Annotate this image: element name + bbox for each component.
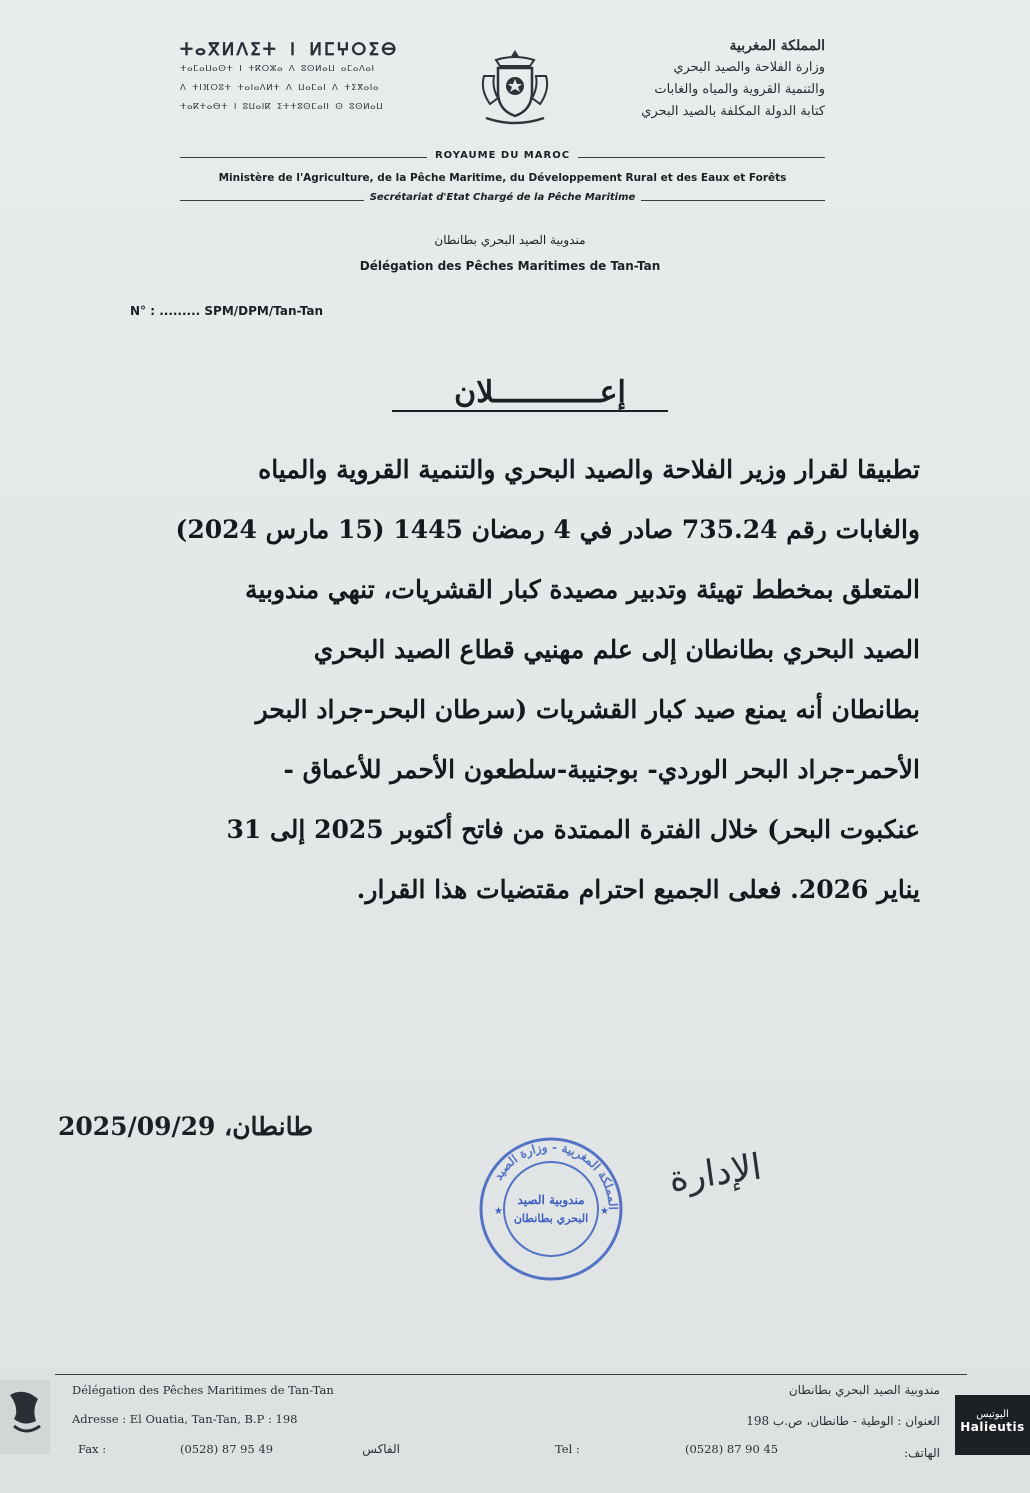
title-underline [392,410,668,412]
official-stamp [478,1134,624,1284]
halieutis-logo-text: Halieutis [960,1420,1025,1434]
body-line: عنكبوت البحر) خلال الفترة الممتدة من فاتح أكتوبر 2025 إلى 31 [226,815,920,844]
footer-delegation-ar: مندوبية الصيد البحري بطانطان [788,1383,940,1397]
svg-text:المملكة المغربية - وزارة الصيد: المملكة المغربية - وزارة الصيد [490,1139,621,1211]
body-line: المتعلق بمخطط تهيئة وتدبير مصيدة كبار القشريات، تنهي مندوبية [245,575,920,604]
header-arabic [565,35,825,123]
body-line: يناير 2026. فعلى الجميع احترام مقتضيات هذا القرار. [356,875,920,904]
footer-fax-label: Fax : [78,1442,107,1456]
body-line: الأحمر-جراد البحر الوردي- بوجنيبة-سلطعون الأحمر للأعماق - [283,755,920,784]
footer-address-ar: العنوان : الوطية - طانطان، ص.ب 198 [746,1414,940,1428]
delegation-french: Délégation des Pêches Maritimes de Tan-Tan [359,259,661,273]
header-tif-line: ⵜⴰⴽⵜⴰⴱⵜ ⵏ ⵓⵡⴰⵏⴽ ⵉⵜⵜⵓⵙⵎⴰⵏⵏ ⵙ ⵓⵙⵍⴰⵡ [180,102,384,112]
header-tif-line: ⴷ ⵜⵏⴼⵔⵓⵜ ⵜⴰⵏⴰⴷⵍⵜ ⴷ ⵡⴰⵎⴰⵏ ⴷ ⵜⵉⴳⴰⵏⴰ [180,83,379,93]
delegation-arabic: مندوبية الصيد البحري بطانطان [434,233,586,247]
header-ar-line: وزارة الفلاحة والصيد البحري [673,60,825,75]
footer-tel-label: Tel : [555,1442,580,1456]
signature [612,1146,765,1228]
halieutis-logo-ar: اليوتيس [976,1409,1009,1420]
ministry-logo-icon [0,1380,50,1454]
header-ar-line: كتابة الدولة المكلفة بالصيد البحري [641,104,825,119]
header-ar-line: المملكة المغربية [729,38,825,54]
footer-fax-label-ar: الفاكس [362,1442,400,1456]
svg-text:★: ★ [600,1206,609,1217]
reference-number: N° : ......... SPM/DPM/Tan-Tan [130,304,324,318]
footer-fax-number: (0528) 87 95 49 [180,1442,274,1456]
document-title: إعــــــــــــلان [454,375,626,410]
coat-of-arms-icon [476,46,554,130]
footer-tel-number: (0528) 87 90 45 [685,1442,779,1456]
footer-address-fr: Adresse : El Ouatia, Tan-Tan, B.P : 198 [72,1412,298,1426]
header-tif-line: ⵜⴰⴳⵍⴷⵉⵜ ⵏ ⵍⵎⵖⵔⵉⴱ [180,40,399,60]
announcement-body [70,440,920,920]
body-line: والغابات رقم 735.24 صادر في 4 رمضان 1445 (15 مارس 2024) [175,515,920,544]
secretariat-name: Secrétariat d'Etat Chargé de la Pêche Maritime [180,192,825,203]
date-place: طانطان، 2025/09/29 [58,1112,314,1141]
body-line: بطانطان أنه يمنع صيد كبار القشريات (سرطان البحر-جراد البحر [255,695,920,724]
signature-text: الإدارة [666,1146,765,1201]
halieutis-logo [955,1395,1030,1455]
svg-text:البحري بطانطان: البحري بطانطان [513,1212,589,1225]
header-tifinagh [180,40,450,117]
footer-phone-label-ar: الهاتف: [904,1446,940,1460]
header-tif-line: ⵜⴰⵎⴰⵡⴰⵙⵜ ⵏ ⵜⴽⵔⵣⴰ ⴷ ⵓⵙⵍⴰⵡ ⴰⵎⴰⴷⴰⵏ [180,64,375,74]
body-line: الصيد البحري بطانطان إلى علم مهنيي قطاع الصيد البحري [313,635,920,664]
footer-divider [55,1374,967,1375]
kingdom-title: ROYAUME DU MAROC [180,150,825,161]
svg-text:مندوبية الصيد: مندوبية الصيد [517,1193,585,1207]
ministry-name: Ministère de l'Agriculture, de la Pêche Maritime, du Développement Rural et des Eaux et Forêts [218,172,787,184]
footer-delegation-fr: Délégation des Pêches Maritimes de Tan-Tan [72,1383,334,1397]
header-ar-line: والتنمية القروية والمياه والغابات [654,82,825,97]
svg-text:★: ★ [494,1206,503,1217]
body-line: تطبيقا لقرار وزير الفلاحة والصيد البحري والتنمية القروية والمياه [258,455,920,484]
